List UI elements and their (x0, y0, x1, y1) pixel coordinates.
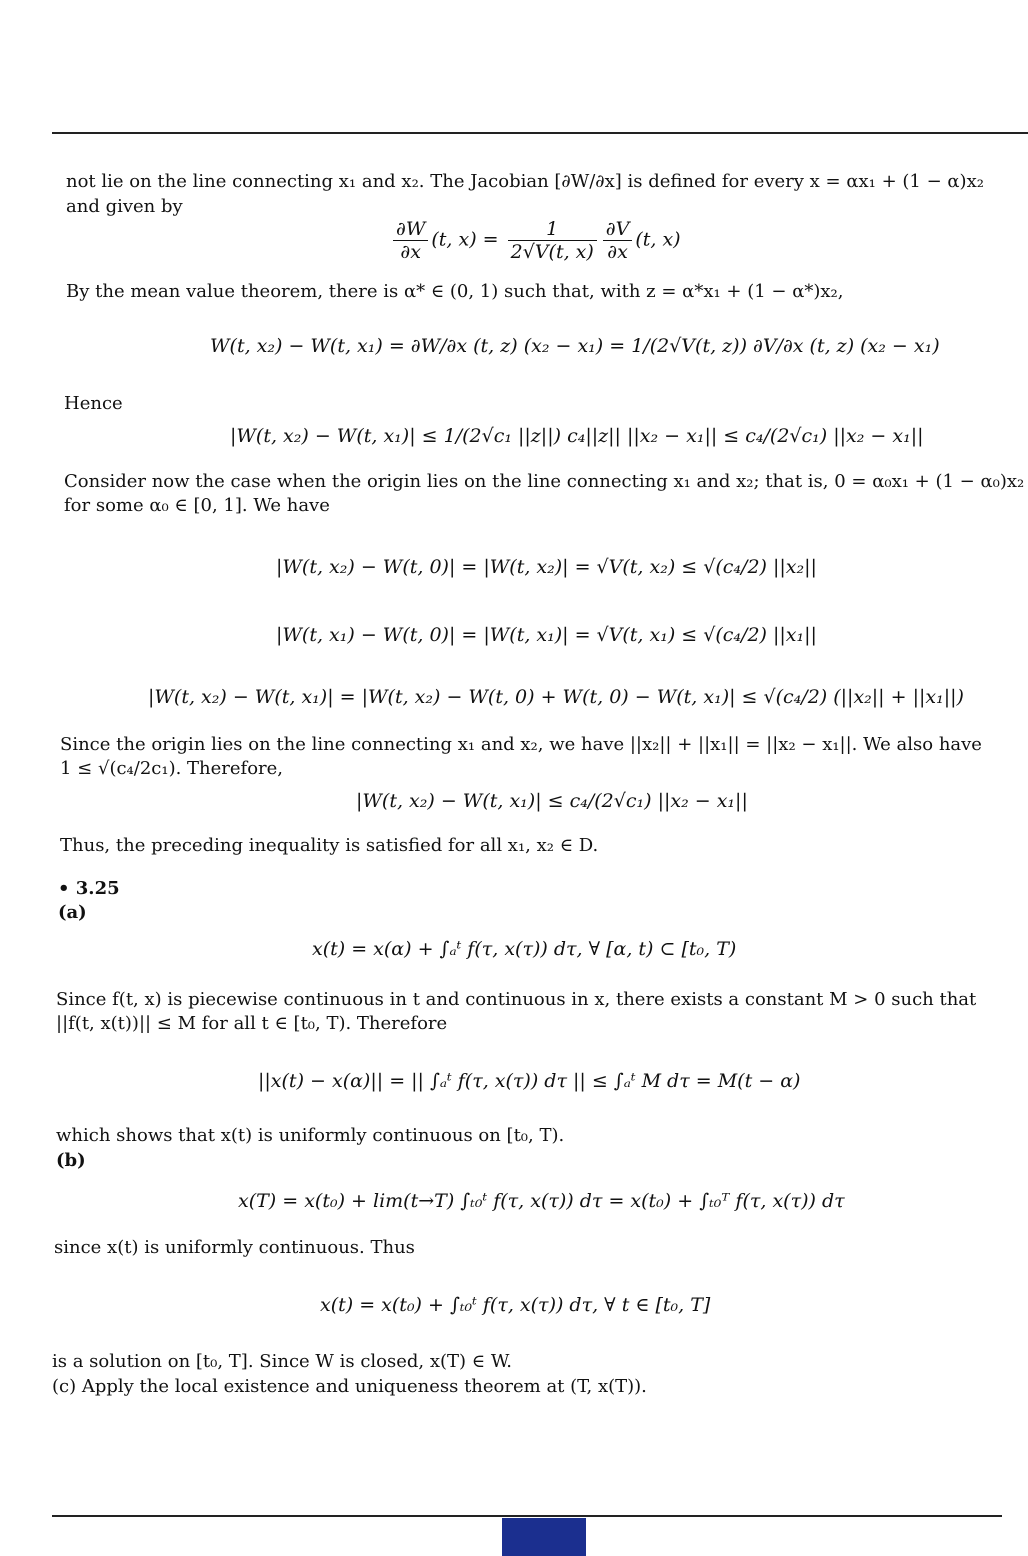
equation-solution: x(t) = x(t₀) + ∫ₜ₀ᵗ f(τ, x(τ)) dτ, ∀ t ∈ [t₀, T] (320, 1294, 711, 1316)
paragraph-3: Consider now the case when the origin lies on the line connecting x₁ and x₂; that is, 0 = α₀x₁ + (1 − α₀)x₂ (64, 471, 1025, 492)
part-a-label: (a) (58, 902, 87, 923)
eq1-dx2: ∂x (607, 241, 628, 263)
paragraph-9: is a solution on [t₀, T]. Since W is closed, x(T) ∈ W. (52, 1351, 512, 1372)
equation-integral-a: x(t) = x(α) + ∫ₐᵗ f(τ, x(τ)) dτ, ∀ [α, t) ⊂ [t₀, T) (312, 938, 737, 960)
paragraph-3b: for some α₀ ∈ [0, 1]. We have (64, 495, 330, 516)
paragraph-4b: 1 ≤ √(c₄/2c₁). Therefore, (60, 758, 284, 779)
equation-mean-value: W(t, x₂) − W(t, x₁) = ∂W/∂x (t, z) (x₂ − x₁) = 1/(2√V(t, z)) ∂V/∂x (t, z) (x₂ − x₁) (210, 335, 940, 357)
eq1-tail: (t, x) (635, 228, 681, 251)
paragraph-2: By the mean value theorem, there is α* ∈ (0, 1) such that, with z = α*x₁ + (1 − α*)x₂, (66, 281, 844, 302)
equation-final-bound: |W(t, x₂) − W(t, x₁)| ≤ c₄/(2√c₁) ||x₂ − x₁|| (356, 790, 748, 812)
equation-uniform: ||x(t) − x(α)|| = || ∫ₐᵗ f(τ, x(τ)) dτ || ≤ ∫ₐᵗ M dτ = M(t − α) (258, 1070, 801, 1092)
hence-label: Hence (64, 393, 123, 414)
paragraph-10: (c) Apply the local existence and uniqueness theorem at (T, x(T)). (52, 1376, 647, 1397)
paragraph-5: Thus, the preceding inequality is satisfied for all x₁, x₂ ∈ D. (60, 835, 599, 856)
eq1-dx: ∂x (400, 241, 421, 263)
paragraph-7: which shows that x(t) is uniformly continuous on [t₀, T). (56, 1125, 565, 1146)
section-number: • 3.25 (58, 878, 120, 899)
equation-jacobian (390, 218, 681, 263)
equation-bound-x1: |W(t, x₁) − W(t, 0)| = |W(t, x₁)| = √V(t, x₁) ≤ √(c₄/2) ||x₁|| (276, 624, 817, 646)
equation-limit: x(T) = x(t₀) + lim(t→T) ∫ₜ₀ᵗ f(τ, x(τ)) dτ = x(t₀) + ∫ₜ₀ᵀ f(τ, x(τ)) dτ (238, 1190, 845, 1212)
paragraph-6b: ||f(t, x(t))|| ≤ M for all t ∈ [t₀, T). Therefore (56, 1013, 448, 1034)
paragraph-1b: and given by (66, 196, 183, 217)
eq1-dv: ∂V (603, 218, 633, 241)
eq1-dw: ∂W (393, 218, 428, 241)
eq1-root: 2√V(t, x) (510, 241, 594, 263)
equation-triangle: |W(t, x₂) − W(t, x₁)| = |W(t, x₂) − W(t, 0) + W(t, 0) − W(t, x₁)| ≤ √(c₄/2) (||x₂|| + ||x₁||) (148, 686, 964, 708)
page-tab-marker (502, 1518, 586, 1556)
part-b-label: (b) (56, 1150, 86, 1171)
eq1-mid: (t, x) = (431, 228, 499, 251)
equation-bound-1: |W(t, x₂) − W(t, x₁)| ≤ 1/(2√c₁ ||z||) c₄||z|| ||x₂ − x₁|| ≤ c₄/(2√c₁) ||x₂ − x₁|| (230, 425, 924, 447)
equation-bound-x2: |W(t, x₂) − W(t, 0)| = |W(t, x₂)| = √V(t, x₂) ≤ √(c₄/2) ||x₂|| (276, 556, 817, 578)
bottom-rule (52, 1515, 1002, 1517)
paragraph-6: Since f(t, x) is piecewise continuous in t and continuous in x, there exists a constant M > 0 such that (56, 989, 977, 1010)
eq1-one: 1 (508, 218, 597, 241)
paragraph-4: Since the origin lies on the line connecting x₁ and x₂, we have ||x₂|| + ||x₁|| = ||x₂ − x₁||. We also have (60, 734, 982, 755)
paragraph-8: since x(t) is uniformly continuous. Thus (54, 1237, 415, 1258)
paragraph-1: not lie on the line connecting x₁ and x₂. The Jacobian [∂W/∂x] is defined for every x = αx₁ + (1 − α)x₂ (66, 171, 984, 192)
